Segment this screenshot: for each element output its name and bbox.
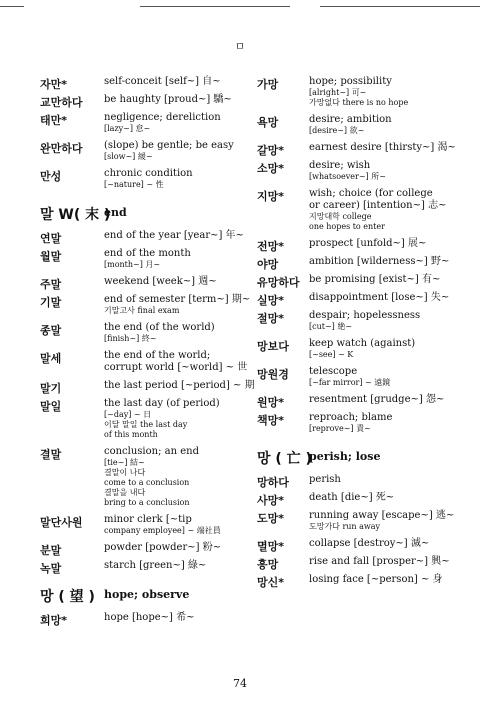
dictionary-entry (257, 142, 457, 157)
entry-note-line: [whatsoever~] 所~ (309, 172, 386, 181)
dictionary-entry (40, 542, 248, 557)
dictionary-entry (257, 474, 457, 489)
entry-note-line: 이달 말일 the last day (104, 420, 188, 429)
entry-note-line: [finish~] 終~ (104, 334, 157, 343)
entry-headword: 말세 (40, 352, 62, 365)
dictionary-entry (257, 338, 457, 360)
entry-definition (309, 538, 457, 550)
dictionary-entry (257, 394, 457, 409)
entry-headword: 만성 (40, 170, 62, 183)
entry-headword: 망하다 (257, 476, 289, 489)
entry-headword: 망보다 (257, 340, 289, 353)
dictionary-entry (40, 140, 248, 162)
entry-definition-line: powder [powder~] 粉~ (104, 542, 222, 553)
dictionary-entry (257, 274, 457, 289)
entry-note-line: [~nature] ~ 性 (104, 180, 164, 189)
dictionary-entry (257, 292, 457, 307)
entry-definition-line: perish (309, 474, 341, 485)
section-heading (40, 204, 248, 223)
dictionary-entry (257, 76, 457, 108)
dictionary-entry (257, 188, 457, 232)
entry-note-line: [alright~] 可~ (309, 88, 367, 97)
entry-headword: 도망* (257, 512, 285, 525)
entry-definition (104, 168, 248, 190)
entry-headword: 말기 (40, 382, 62, 395)
entry-definition (104, 294, 251, 316)
top-rule-middle (140, 6, 290, 7)
entry-definition-line: self-conceit [self~] 自~ (104, 76, 221, 87)
entry-definition-line: the end (of the world) (104, 322, 215, 333)
entry-definition (104, 542, 248, 554)
entry-definition-line: end of the year [year~] 年~ (104, 230, 244, 241)
dictionary-entry (40, 446, 248, 508)
entry-headword: 자만* (40, 78, 68, 91)
entry-note-line: [reprove~] 責~ (309, 424, 371, 433)
entry-definition-line: despair; hopelessness (309, 310, 421, 321)
entry-definition (309, 310, 457, 332)
entry-definition-line: keep watch (against) (309, 338, 416, 349)
entry-note-line: come to a conclusion (104, 478, 190, 487)
entry-definition-line: disappointment [lose~] 失~ (309, 292, 450, 303)
entry-definition (104, 446, 248, 508)
entry-definition-line: desire; wish (309, 160, 371, 171)
entry-definition (104, 612, 248, 624)
dictionary-entry (40, 276, 248, 291)
entry-definition-line: ambition [wilderness~] 野~ (309, 256, 450, 267)
entry-headword: 책망* (257, 414, 285, 427)
entry-headword: 결말 (40, 448, 62, 461)
entry-headword: 실망* (257, 294, 285, 307)
dictionary-entry (257, 538, 457, 553)
entry-definition (309, 76, 457, 108)
dictionary-entry (40, 514, 248, 536)
entry-definition (309, 338, 457, 360)
entry-headword: 지망* (257, 190, 285, 203)
entry-headword: 원망* (257, 396, 285, 409)
entry-note-line: [month~] 月~ (104, 260, 161, 269)
entry-note-line: [slow~] 緩~ (104, 152, 153, 161)
entry-definition-line: conclusion; an end (104, 446, 199, 457)
entry-headword: 망신* (257, 576, 285, 589)
entry-headword: 갈망* (257, 144, 285, 157)
entry-headword: 말일 (40, 400, 62, 413)
entry-definition-line: corrupt world [~world] ~ 世 (104, 362, 248, 373)
entry-definition (104, 140, 248, 162)
left-column (40, 76, 255, 630)
entry-definition (309, 510, 457, 532)
entry-definition-line: running away [escape~] 逃~ (309, 510, 455, 521)
dictionary-entry (40, 294, 251, 316)
entry-definition (104, 112, 248, 134)
entry-headword: 기말 (40, 296, 62, 309)
entry-definition (309, 160, 457, 182)
entry-definition (104, 380, 255, 392)
entry-definition-line: the end of the world; (104, 350, 211, 361)
entry-note-line: one hopes to enter (309, 222, 385, 231)
entry-headword: 분말 (40, 544, 62, 557)
dictionary-entry (40, 612, 248, 627)
entry-note-line: [tie~] 結~ (104, 458, 145, 467)
entry-definition (309, 188, 457, 232)
dictionary-entry (257, 574, 457, 589)
entry-definition-line: prospect [unfold~] 展~ (309, 238, 427, 249)
entry-note-line: [~day] ~ 日 (104, 410, 152, 419)
entry-definition (104, 94, 248, 106)
entry-headword: 욕망 (257, 116, 279, 129)
entry-headword: 완만하다 (40, 142, 83, 155)
entry-headword: 태만* (40, 114, 68, 127)
entry-definition-line: (slope) be gentle; be easy (104, 140, 234, 151)
entry-note-line: [cut~] 絶~ (309, 322, 353, 331)
dictionary-entry (257, 556, 457, 571)
top-rule-left (0, 6, 24, 7)
entry-note-line: [lazy~] 怠~ (104, 124, 151, 133)
entry-definition (309, 114, 457, 136)
dictionary-entry (257, 114, 457, 136)
entry-definition-line: the last day (of period) (104, 398, 220, 409)
entry-headword: 월말 (40, 250, 62, 263)
entry-definition-line: rise and fall [prosper~] 興~ (309, 556, 450, 567)
entry-definition-line: end of semester [term~] 期~ (104, 294, 251, 305)
dictionary-entry (40, 322, 248, 344)
entry-definition-line: collapse [destroy~] 滅~ (309, 538, 430, 549)
entry-headword: 교만하다 (40, 96, 83, 109)
dictionary-entry (257, 160, 457, 182)
entry-headword: 사망* (257, 494, 285, 507)
entry-definition-line: hope [hope~] 希~ (104, 612, 195, 623)
entry-definition (309, 412, 457, 434)
entry-definition-line: wish; choice (for college (309, 188, 433, 199)
dictionary-entry (40, 112, 248, 134)
section-heading (40, 586, 248, 605)
section-meaning: end (104, 206, 127, 219)
entry-definition-line: the last period [~period] ~ 期 (104, 380, 255, 391)
entry-definition-line: losing face [~person] ~ 身 (309, 574, 443, 585)
entry-headword: 가망 (257, 78, 279, 91)
dictionary-entry (40, 248, 248, 270)
entry-definition-line: chronic condition (104, 168, 193, 179)
entry-headword: 연말 (40, 232, 62, 245)
entry-note-line: [desire~] 欲~ (309, 126, 365, 135)
dictionary-entry (40, 560, 248, 575)
entry-definition (309, 574, 457, 586)
entry-definition (309, 142, 457, 154)
entry-note-line: [~see] ~ K (309, 350, 354, 359)
entry-definition (309, 256, 457, 268)
entry-note-line: 결말이 나다 (104, 468, 146, 477)
entry-definition-line: earnest desire [thirsty~] 渴~ (309, 142, 456, 153)
dictionary-entry (257, 310, 457, 332)
dictionary-entry (40, 230, 248, 245)
dictionary-entry (257, 492, 457, 507)
top-rule-right (320, 6, 480, 7)
entry-headword: 절망* (257, 312, 285, 325)
entry-definition-line: resentment [grudge~] 怨~ (309, 394, 445, 405)
dictionary-entry (40, 398, 248, 440)
section-heading (257, 448, 457, 467)
entry-definition-line: desire; ambition (309, 114, 392, 125)
section-meaning: perish; lose (309, 450, 381, 463)
entry-definition-line: death [die~] 死~ (309, 492, 395, 503)
entry-definition (104, 560, 248, 572)
section-headword: 망 ( 亡 ) (257, 451, 312, 467)
entry-definition (104, 76, 248, 88)
entry-definition (309, 366, 457, 388)
dictionary-entry (257, 510, 457, 532)
entry-note-line: bring to a conclusion (104, 498, 190, 507)
page-header-letter: ㅁ (234, 40, 246, 53)
entry-note-line: 도망가다 run away (309, 522, 381, 531)
dictionary-entry (40, 350, 248, 374)
dictionary-entry (40, 380, 255, 395)
entry-headword: 흥망 (257, 558, 279, 571)
entry-definition-line: be haughty [proud~] 驕~ (104, 94, 232, 105)
dictionary-entry (257, 256, 457, 271)
entry-headword: 녹말 (40, 562, 62, 575)
entry-definition (104, 230, 248, 242)
dictionary-entry (40, 94, 248, 109)
right-column (257, 76, 457, 592)
entry-definition-line: end of the month (104, 248, 191, 259)
entry-headword: 망원경 (257, 368, 289, 381)
section-headword: 망 ( 望 ) (40, 589, 95, 605)
entry-headword: 유망하다 (257, 276, 300, 289)
dictionary-entry (40, 168, 248, 190)
entry-definition-line: telescope (309, 366, 358, 377)
entry-note-line: company employee] ~ 端社員 (104, 526, 221, 535)
entry-definition (104, 322, 248, 344)
entry-headword: 멸망* (257, 540, 285, 553)
entry-definition-line: minor clerk [~tip (104, 514, 192, 525)
entry-note-line: 결말을 내다 (104, 488, 146, 497)
entry-headword: 소망* (257, 162, 285, 175)
entry-headword: 전망* (257, 240, 285, 253)
entry-definition-line: weekend [week~] 週~ (104, 276, 217, 287)
entry-definition (309, 274, 457, 286)
dictionary-entry (40, 76, 248, 91)
entry-headword: 희망* (40, 614, 68, 627)
entry-definition-line: or career) [intention~] 志~ (309, 200, 447, 211)
entry-definition (309, 292, 457, 304)
dictionary-entry (257, 238, 457, 253)
page-number: 74 (233, 677, 247, 690)
section-meaning: hope; observe (104, 588, 190, 601)
entry-headword: 종말 (40, 324, 62, 337)
entry-definition (104, 350, 248, 374)
entry-note-line: 지망대학 college (309, 212, 372, 221)
entry-definition-line: hope; possibility (309, 76, 392, 87)
entry-note-line: 기말고사 final exam (104, 306, 180, 315)
entry-headword: 주말 (40, 278, 62, 291)
dictionary-entry (257, 412, 457, 434)
entry-headword: 야망 (257, 258, 279, 271)
section-headword: 말 W( 末 ) (40, 207, 111, 223)
entry-definition-line: be promising [exist~] 有~ (309, 274, 441, 285)
entry-definition (309, 474, 457, 486)
entry-definition (309, 394, 457, 406)
entry-definition-line: starch [green~] 綠~ (104, 560, 207, 571)
entry-headword: 말단사원 (40, 516, 83, 529)
entry-definition (104, 514, 248, 536)
entry-definition-line: reproach; blame (309, 412, 393, 423)
entry-note-line: of this month (104, 430, 158, 439)
dictionary-entry (257, 366, 457, 388)
entry-definition (104, 398, 248, 440)
entry-definition (104, 276, 248, 288)
entry-definition-line: negligence; dereliction (104, 112, 221, 123)
entry-definition (309, 556, 457, 568)
entry-note-line: 가망없다 there is no hope (309, 98, 409, 107)
entry-definition (104, 248, 248, 270)
entry-definition (309, 238, 457, 250)
entry-definition (309, 492, 457, 504)
entry-note-line: [~far mirror] ~ 遠鏡 (309, 378, 391, 387)
